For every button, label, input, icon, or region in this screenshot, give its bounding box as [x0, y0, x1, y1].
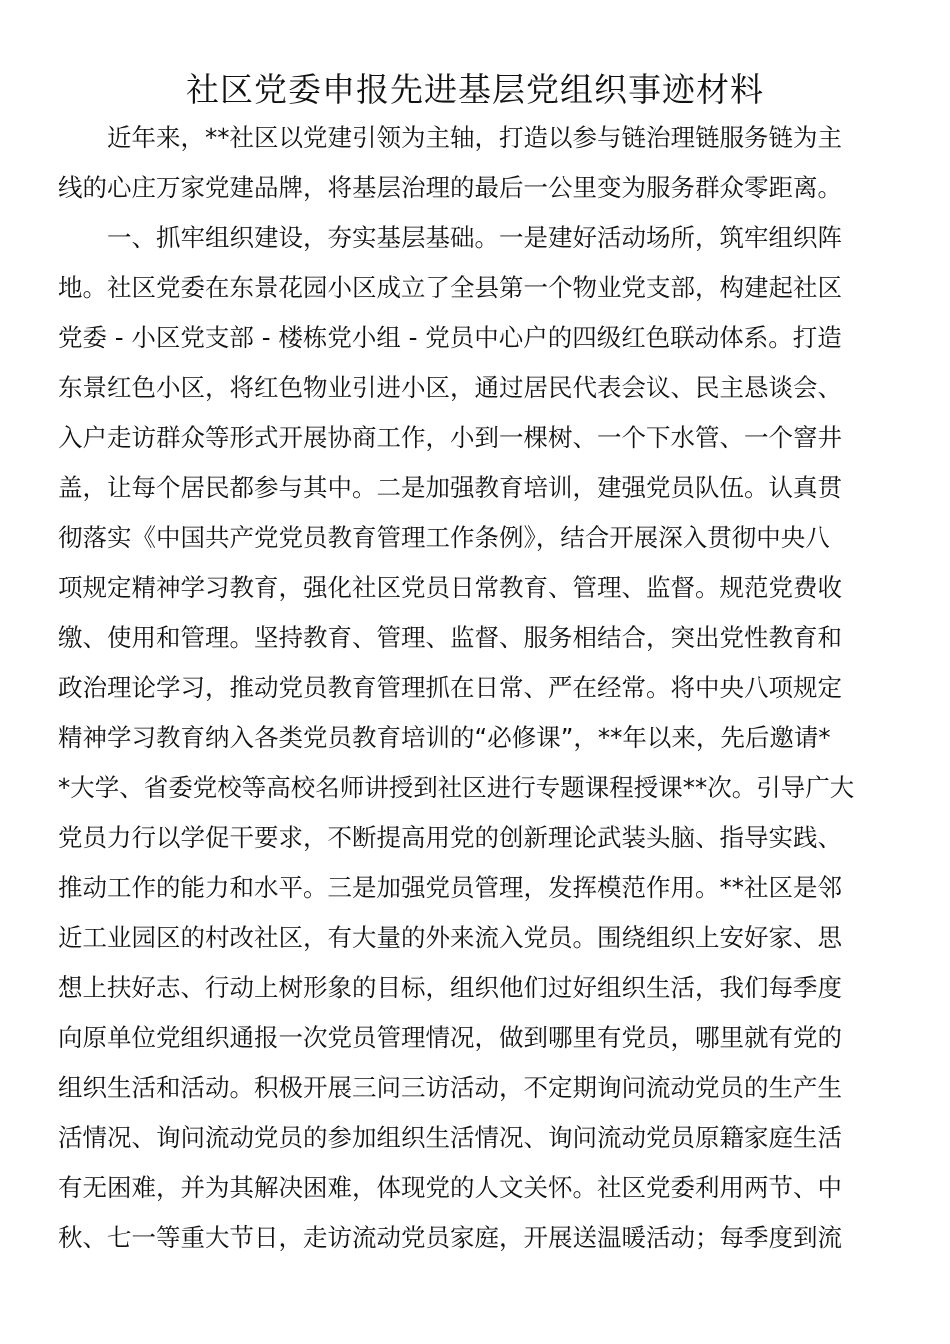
text-line: 政治理论学习，推动党员教育管理抓在日常、严在经常。将中央八项规定	[58, 673, 842, 702]
text-line: 近工业园区的村改社区，有大量的外来流入党员。围绕组织上安好家、思	[58, 923, 842, 952]
text-line: 活情况、询问流动党员的参加组织生活情况、询问流动党员原籍家庭生活	[58, 1123, 842, 1152]
text-line: 推动工作的能力和水平。三是加强党员管理，发挥模范作用。**社区是邻	[58, 873, 842, 902]
text-line: 有无困难，并为其解决困难，体现党的人文关怀。社区党委利用两节、中	[58, 1173, 842, 1202]
text-line: 盖，让每个居民都参与其中。二是加强教育培训，建强党员队伍。认真贯	[58, 473, 842, 502]
text-line: 向原单位党组织通报一次党员管理情况，做到哪里有党员，哪里就有党的	[58, 1023, 842, 1052]
text-line: 彻落实《中国共产党党员教育管理工作条例》，结合开展深入贯彻中央八	[58, 523, 830, 552]
text-line: 入户走访群众等形式开展协商工作，小到一棵树、一个下水管、一个窨井	[58, 423, 842, 452]
text-line: 一、抓牢组织建设，夯实基层基础。一是建好活动场所，筑牢组织阵	[107, 223, 842, 252]
text-line: 地。社区党委在东景花园小区成立了全县第一个物业党支部，构建起社区	[58, 273, 842, 302]
document-title: 社区党委申报先进基层党组织事迹材料	[186, 70, 764, 109]
text-line: 东景红色小区，将红色物业引进小区，通过居民代表会议、民主恳谈会、	[58, 373, 842, 402]
text-line: 近年来，**社区以党建引领为主轴，打造以参与链治理链服务链为主	[107, 123, 842, 152]
text-line: 想上扶好志、行动上树形象的目标，组织他们过好组织生活，我们每季度	[58, 973, 842, 1002]
text-line: 党员力行以学促干要求，不断提高用党的创新理论武装头脑、指导实践、	[58, 823, 842, 852]
text-line: 项规定精神学习教育，强化社区党员日常教育、管理、监督。规范党费收	[58, 573, 842, 602]
text-line: 精神学习教育纳入各类党员教育培训的“必修课”，**年以来，先后邀请*	[58, 723, 831, 752]
text-line: *大学、省委党校等高校名师讲授到社区进行专题课程授课**次。引导广大	[58, 773, 855, 802]
text-line: 组织生活和活动。积极开展三问三访活动，不定期询问流动党员的生产生	[58, 1073, 842, 1102]
text-line: 线的心庄万家党建品牌，将基层治理的最后一公里变为服务群众零距离。	[58, 173, 842, 202]
text-line: 党委 - 小区党支部 - 楼栋党小组 - 党员中心户的四级红色联动体系。打造	[58, 323, 842, 352]
text-line: 秋、七一等重大节日，走访流动党员家庭，开展送温暖活动；每季度到流	[58, 1223, 842, 1252]
text-line: 缴、使用和管理。坚持教育、管理、监督、服务相结合，突出党性教育和	[58, 623, 842, 652]
